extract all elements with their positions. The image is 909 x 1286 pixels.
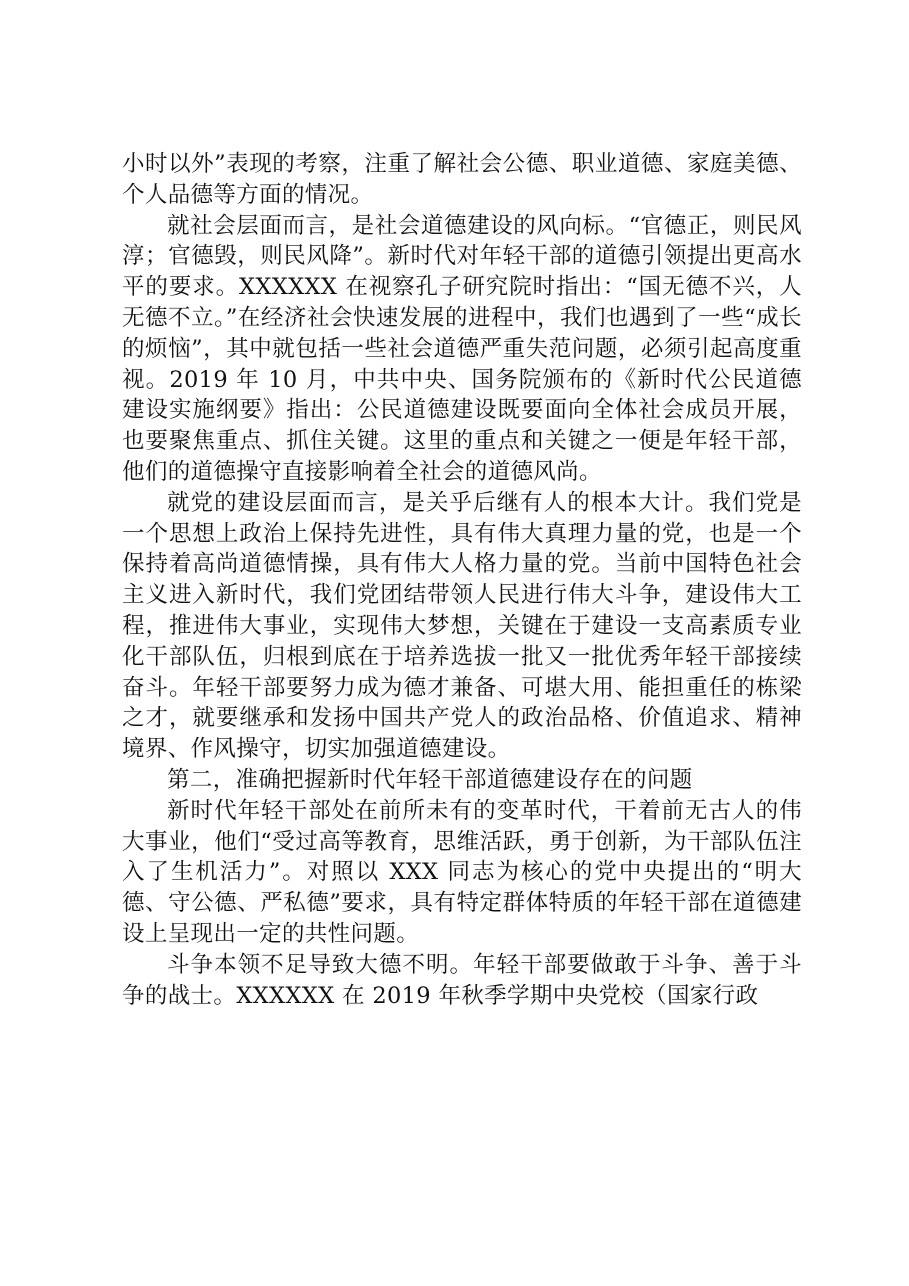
paragraph-continuation: 小时以外”表现的考察，注重了解社会公德、职业道德、家庭美德、个人品德等方面的情况。 [122,151,802,208]
paragraph-party-building: 就党的建设层面而言，是关乎后继有人的根本大计。我们党是一个思想上政治上保持先进性，具有伟大真理力量的党，也是一个保持着高尚道德情操，具有伟大人格力量的党。当前中国特色社会主义进入新时代，我们党团结带领人民进行伟大斗争，建设伟大工程，推进伟大事业，实现伟大梦想，关键在于建设一支高素质专业化干部队伍，归根到底在于培养选拔一批又一批优秀年轻干部接续奋斗。年轻干部要努力成为德才兼备、可堪大用、能担重任的栋梁之才，就要继承和发扬中国共产党人的政治品格、价值追求、精神境界、作风操守，切实加强道德建设。 [122,489,802,763]
paragraph-new-era-cadres: 新时代年轻干部处在前所未有的变革时代，干着前无古人的伟大事业，他们“受过高等教育，思维活跃，勇于创新，为干部队伍注入了生机活力”。对照以 XXX 同志为核心的党中央提出的“明大德、守公德、严私德”要求，具有特定群体特质的年轻干部在道德建设上呈现出一定的共性问题。 [122,797,802,947]
section-heading-second: 第二，准确把握新时代年轻干部道德建设存在的问题 [167,766,693,793]
paragraph-social-level: 就社会层面而言，是社会道德建设的风向标。“官德正，则民风淳；官德毁，则民风降”。新时代对年轻干部的道德引领提出更高水平的要求。XXXXXX 在视察孔子研究院时指出：“国无德不兴，人无德不立。”在经济社会快速发展的进程中，我们也遇到了一些“成长的烦恼”，其中就包括一些社会道德严重失范问题，必须引起高度重视。2019 年 10 月，中共中央、国务院颁布的《新时代公民道德建设实施纲要》指出：公民道德建设既要面向全体社会成员开展，也要聚焦重点、抓住关键。这里的重点和关键之一便是年轻干部，他们的道德操守直接影响着全社会的道德风尚。 [122,212,802,485]
document-body [122,149,802,1011]
paragraph-struggle-ability: 斗争本领不足导致大德不明。年轻干部要做敢于斗争、善于斗争的战士。XXXXXX 在 2019 年秋季学期中央党校（国家行政 [122,951,802,1009]
